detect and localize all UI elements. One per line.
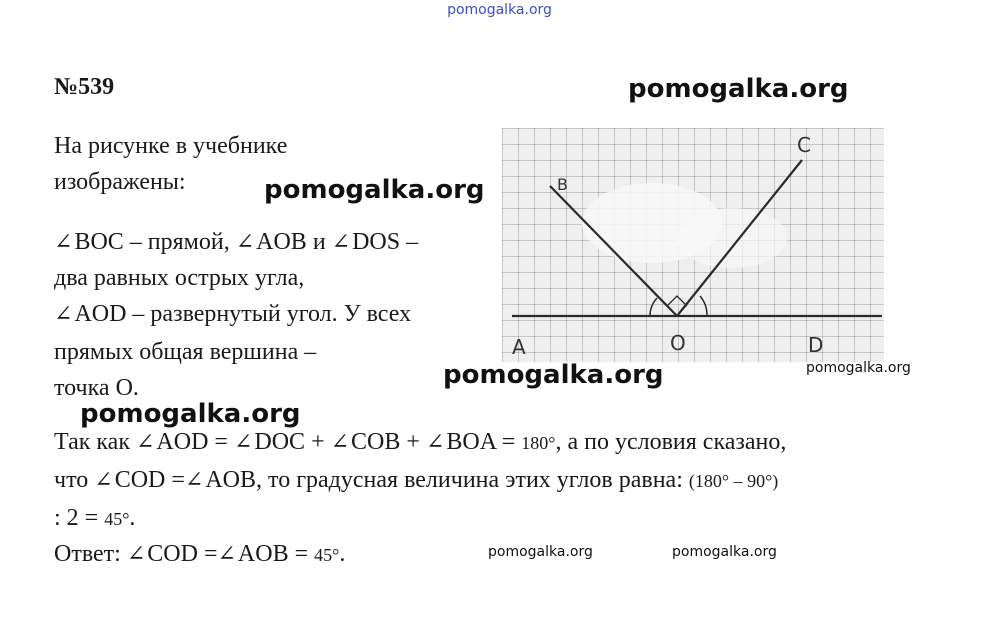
figure-photo [502, 128, 884, 362]
text-span: AOD – развернутый угол. У всех [74, 301, 412, 327]
text-span: BOC – прямой, [74, 229, 230, 255]
answer-label: Ответ: [54, 541, 121, 567]
angle-icon: ∠ [135, 429, 155, 454]
watermark-top[interactable]: pomogalka.org [447, 2, 552, 18]
text-span: AOD = [156, 429, 228, 455]
text-span: COD = [147, 541, 218, 567]
smudge [677, 208, 787, 268]
angle-icon: ∠ [54, 229, 73, 254]
angle-icon: ∠ [126, 541, 146, 566]
label-d: D [808, 333, 824, 357]
text-span: AOB = [237, 541, 309, 567]
problem-number: №539 [54, 74, 115, 100]
description-line-2: два равных острых угла, [54, 265, 305, 291]
text-span: , а по условия сказано, [555, 429, 787, 455]
text-span: AOB, то градусная величина этих углов равна: [205, 467, 683, 493]
watermark[interactable]: pomogalka.org [628, 74, 849, 104]
text-span: : 2 = [54, 505, 99, 531]
text-span: . [129, 505, 136, 531]
text-span: COD = [114, 467, 185, 493]
value-45: 45° [104, 509, 130, 529]
angle-icon: ∠ [184, 467, 204, 492]
angle-icon: ∠ [330, 429, 350, 454]
angle-icon: ∠ [217, 541, 236, 566]
label-c: C [797, 133, 811, 157]
text-span: BOA = [446, 429, 516, 455]
text-span: DOC + [254, 429, 325, 455]
answer-line [54, 536, 345, 573]
watermark[interactable]: pomogalka.org [80, 399, 301, 429]
value-180: 180° [521, 433, 556, 453]
watermark[interactable]: pomogalka.org [806, 360, 911, 376]
text-span: Так как [54, 429, 130, 455]
solution-line-2 [54, 462, 778, 499]
description-line-5: точка О. [54, 375, 139, 401]
description-line-3 [54, 296, 411, 332]
watermark[interactable]: pomogalka.org [488, 544, 593, 560]
description-line-1 [54, 224, 418, 260]
solution-line-1 [54, 424, 786, 461]
text-span: AOB и [256, 229, 326, 255]
answer-value: 45° [314, 545, 340, 565]
angle-icon: ∠ [233, 429, 253, 454]
angle-figure [502, 128, 884, 362]
watermark[interactable]: pomogalka.org [672, 544, 777, 560]
arc-cod [700, 296, 707, 316]
label-o: O [670, 331, 686, 355]
label-a: A [512, 335, 526, 359]
text-span: . [339, 541, 346, 567]
arc-aob [650, 298, 657, 316]
angle-icon: ∠ [425, 429, 445, 454]
text-span: COB + [351, 429, 420, 455]
watermark[interactable]: pomogalka.org [443, 360, 664, 390]
description-line-4: прямых общая вершина – [54, 339, 317, 365]
angle-icon: ∠ [331, 229, 351, 254]
watermark[interactable]: pomogalka.org [264, 175, 485, 205]
angle-icon: ∠ [235, 229, 255, 254]
angle-icon: ∠ [94, 467, 113, 492]
intro-line-1: На рисунке в учебнике [54, 133, 288, 159]
value-expression: (180° – 90°) [688, 471, 779, 491]
label-b: B [557, 175, 568, 194]
text-span: DOS – [352, 229, 419, 255]
angle-icon: ∠ [54, 301, 73, 326]
text-span: что [54, 467, 89, 493]
intro-line-2: изображены: [54, 169, 186, 195]
solution-line-3 [54, 500, 135, 537]
right-angle-mark [667, 296, 687, 306]
